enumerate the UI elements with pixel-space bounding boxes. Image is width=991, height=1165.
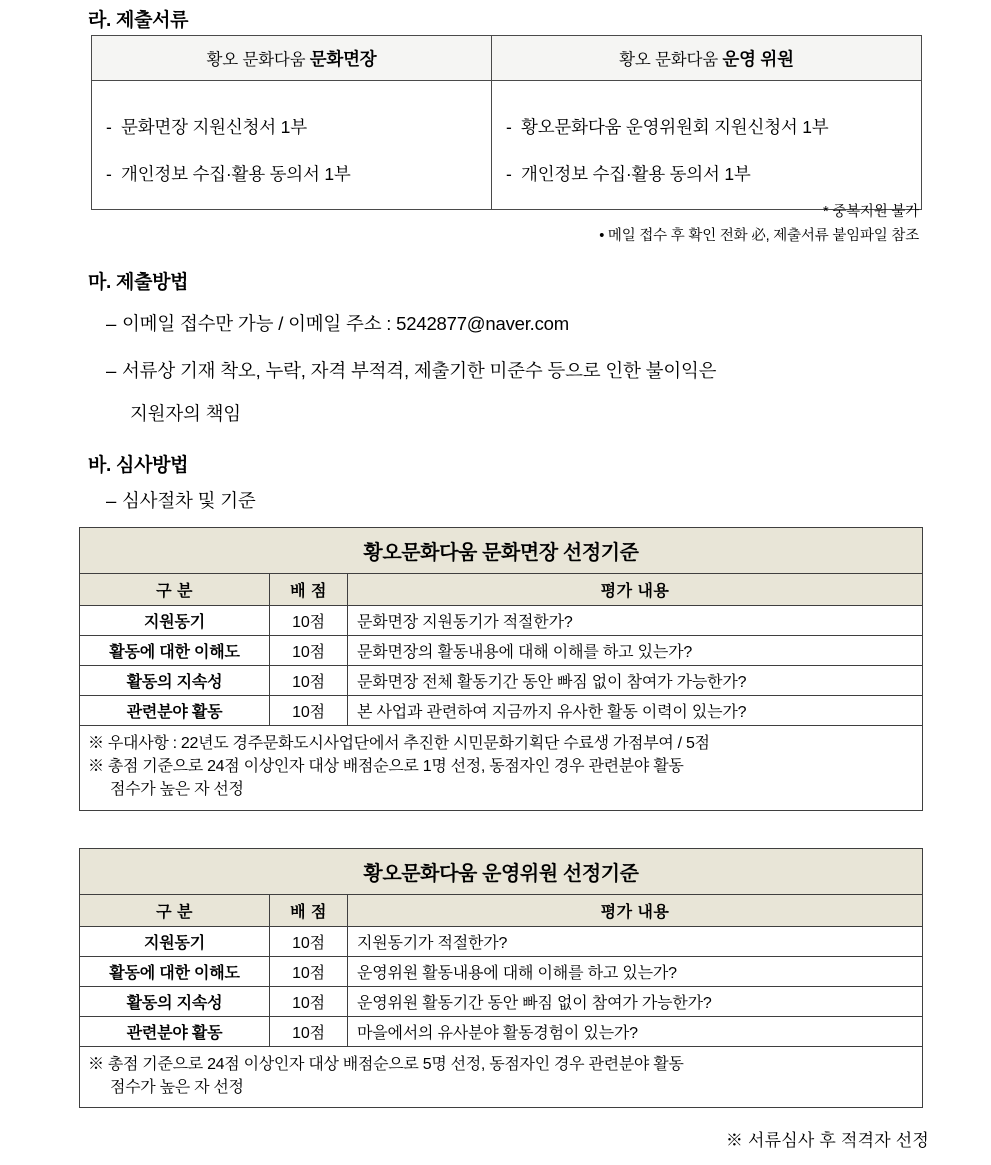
eval-cell-category: 활동의 지속성: [80, 987, 270, 1017]
header-strong: 문화면장: [309, 48, 377, 69]
evaluation-table-steering-member: [79, 848, 923, 1108]
table-row: [80, 666, 923, 696]
doc-line: [106, 114, 477, 139]
table-row: [80, 927, 923, 957]
eval-title-row: [80, 528, 923, 574]
eval-notes-row: [80, 1047, 923, 1108]
eval-cell-description: 문화면장 지원동기가 적절한가?: [348, 606, 923, 636]
doc-line-text: 개인정보 수집·활용 동의서 1부: [121, 163, 351, 184]
submission-line-email: [106, 310, 569, 336]
dash-marker: -: [506, 163, 512, 184]
dash-marker: -: [106, 116, 112, 137]
eval-col-score: 배 점: [270, 895, 348, 927]
eval-title: 황오문화다움 운영위원 선정기준: [80, 849, 923, 895]
doc-line: [106, 161, 477, 186]
eval-cell-description: 마을에서의 유사분야 활동경험이 있는가?: [348, 1017, 923, 1047]
eval-cell-category: 활동에 대한 이해도: [80, 636, 270, 666]
eval-note: 점수가 높은 자 선정: [110, 1079, 244, 1097]
eval-cell-score: 10점: [270, 927, 348, 957]
section-heading-review-method: 바. 심사방법: [88, 455, 189, 476]
eval-cell-description: 문화면장의 활동내용에 대해 이해를 하고 있는가?: [348, 636, 923, 666]
eval-col-category: 구 분: [80, 895, 270, 927]
eval-col-score: 배 점: [270, 574, 348, 606]
eval-title-row: [80, 849, 923, 895]
table-row: [80, 987, 923, 1017]
dash-marker: -: [506, 116, 512, 137]
eval-notes: [80, 726, 923, 811]
eval-cell-score: 10점: [270, 987, 348, 1017]
eval-cell-score: 10점: [270, 666, 348, 696]
eval-column-header-row: [80, 895, 923, 927]
eval-cell-category: 지원동기: [80, 927, 270, 957]
eval-cell-score: 10점: [270, 636, 348, 666]
doc-line-text: 문화면장 지원신청서 1부: [121, 116, 307, 137]
doc-line: [506, 161, 907, 186]
eval-cell-score: 10점: [270, 957, 348, 987]
note-no-duplicate-application: * 중복지원 불가: [823, 204, 919, 220]
dash-marker: –: [106, 360, 117, 381]
eval-note: ※ 총점 기준으로 24점 이상인자 대상 배점순으로 1명 선정, 동점자인 경우 관련분야 활동: [88, 758, 684, 776]
eval-column-header-row: [80, 574, 923, 606]
eval-cell-description: 운영위원 활동기간 동안 빠짐 없이 참여가 가능한가?: [348, 987, 923, 1017]
eval-title: 황오문화다움 문화면장 선정기준: [80, 528, 923, 574]
eval-cell-category: 활동의 지속성: [80, 666, 270, 696]
eval-col-description: 평가 내용: [348, 574, 923, 606]
submission-line-disclaimer: [106, 357, 716, 383]
table-row: [80, 636, 923, 666]
eval-cell-category: 활동에 대한 이해도: [80, 957, 270, 987]
doc-line-text: 황오문화다움 운영위원회 지원신청서 1부: [521, 116, 829, 137]
doc-line-text: 개인정보 수집·활용 동의서 1부: [521, 163, 751, 184]
table-row: [80, 696, 923, 726]
dash-marker: –: [106, 313, 117, 334]
eval-notes-row: [80, 726, 923, 811]
table-row: [80, 957, 923, 987]
table-row: [80, 1017, 923, 1047]
table-row: [92, 81, 922, 210]
eval-col-description: 평가 내용: [348, 895, 923, 927]
eval-col-category: 구 분: [80, 574, 270, 606]
eval-cell-score: 10점: [270, 1017, 348, 1047]
submission-line-disclaimer-cont: 지원자의 책임: [130, 403, 241, 424]
cell-culture-chief-docs: [92, 81, 492, 210]
dash-marker: –: [106, 490, 117, 511]
dash-marker: -: [106, 163, 112, 184]
eval-cell-category: 지원동기: [80, 606, 270, 636]
cell-steering-member-docs: [492, 81, 922, 210]
eval-cell-description: 지원동기가 적절한가?: [348, 927, 923, 957]
header-cell-steering-member: [492, 36, 922, 81]
header-prefix: 황오 문화다움: [206, 50, 310, 69]
eval-cell-description: 운영위원 활동내용에 대해 이해를 하고 있는가?: [348, 957, 923, 987]
table-row: [80, 606, 923, 636]
footer-note-document-review: ※ 서류심사 후 적격자 선정: [725, 1131, 929, 1150]
table-header-row: [92, 36, 922, 81]
submission-documents-table: [91, 35, 922, 210]
eval-cell-description: 본 사업과 관련하여 지금까지 유사한 활동 이력이 있는가?: [348, 696, 923, 726]
review-line-criteria: [106, 487, 256, 513]
eval-note: ※ 우대사항 : 22년도 경주문화도시사업단에서 추진한 시민문화기획단 수료생 가점부여 / 5점: [88, 735, 710, 752]
eval-cell-category: 관련분야 활동: [80, 696, 270, 726]
review-line-text: 심사절차 및 기준: [122, 490, 256, 511]
submission-line-text: 이메일 접수만 가능 / 이메일 주소 : 5242877@naver.com: [122, 313, 569, 334]
note-email-confirmation: • 메일 접수 후 확인 전화 必, 제출서류 붙임파일 참조: [599, 228, 919, 244]
header-strong: 운영 위원: [722, 48, 794, 69]
eval-cell-category: 관련분야 활동: [80, 1017, 270, 1047]
eval-notes: [80, 1047, 923, 1108]
section-heading-documents: 라. 제출서류: [88, 10, 189, 31]
section-heading-submission-method: 마. 제출방법: [88, 272, 189, 293]
eval-cell-description: 문화면장 전체 활동기간 동안 빠짐 없이 참여가 가능한가?: [348, 666, 923, 696]
eval-cell-score: 10점: [270, 696, 348, 726]
eval-note: 점수가 높은 자 선정: [110, 781, 244, 799]
eval-note: ※ 총점 기준으로 24점 이상인자 대상 배점순으로 5명 선정, 동점자인 경우 관련분야 활동: [88, 1056, 684, 1073]
evaluation-table-culture-chief: [79, 527, 923, 811]
header-cell-culture-chief: [92, 36, 492, 81]
doc-line: [506, 114, 907, 139]
submission-line-text: 서류상 기재 착오, 누락, 자격 부적격, 제출기한 미준수 등으로 인한 불이익은: [122, 360, 717, 381]
header-prefix: 황오 문화다움: [619, 50, 723, 69]
eval-cell-score: 10점: [270, 606, 348, 636]
